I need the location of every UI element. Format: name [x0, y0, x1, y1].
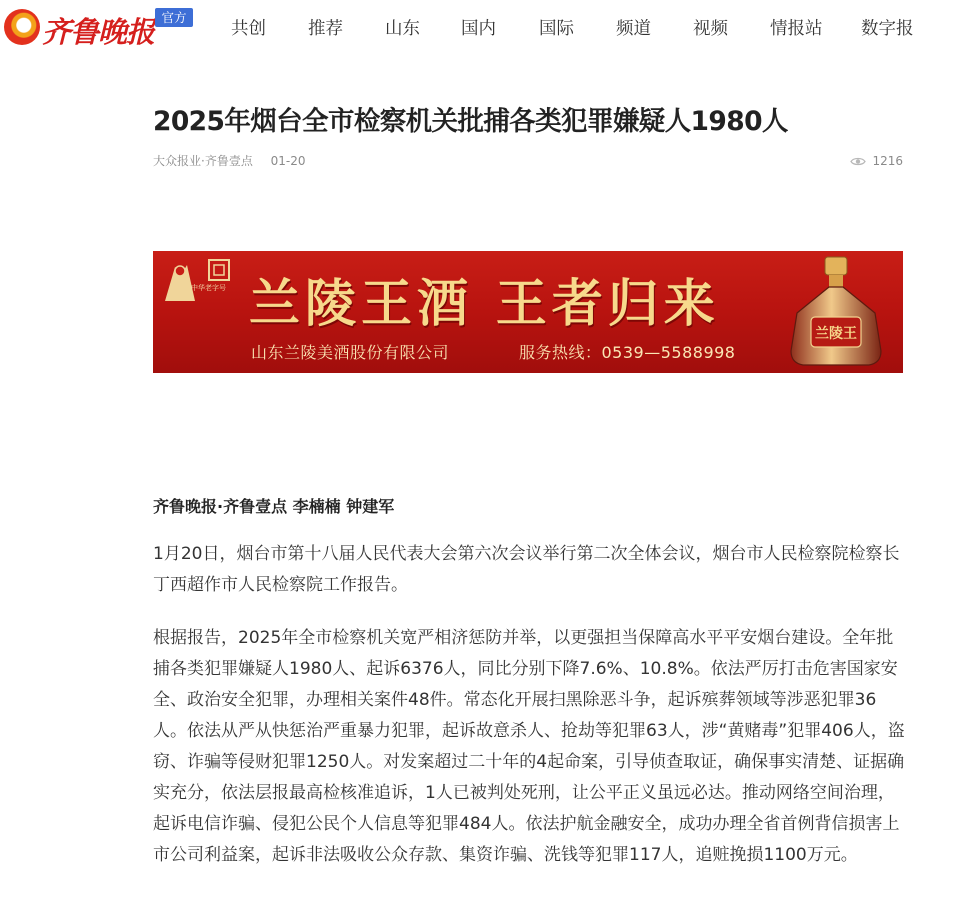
article-meta	[153, 153, 306, 169]
view-count	[850, 153, 903, 169]
nav-item-recommend[interactable]: 推荐	[308, 19, 343, 39]
view-count-value: 1216	[872, 154, 903, 168]
ad-hotline: 服务热线：0539—5588998	[519, 343, 736, 362]
logo-emblem-icon	[4, 9, 40, 45]
bottle-label: 兰陵王	[815, 326, 857, 342]
article-date: 01-20	[270, 154, 306, 168]
nav-item-gongchuang[interactable]: 共创	[231, 19, 266, 39]
brand-emblem-icon	[161, 257, 249, 307]
ad-company: 山东兰陵美酒股份有限公司	[251, 343, 450, 362]
ad-slogan: 兰陵王酒 王者归来	[249, 274, 720, 334]
eye-icon	[850, 156, 866, 167]
article-byline: 齐鲁晚报·齐鲁壹点 李楠楠 钟建军	[153, 497, 395, 516]
nav-item-video[interactable]: 视频	[693, 19, 728, 39]
nav-item-intel-station[interactable]: 情报站	[770, 19, 823, 39]
bottle-image	[783, 255, 889, 369]
article-source[interactable]: 大众报业·齐鲁壹点	[153, 154, 253, 168]
nav-item-domestic[interactable]: 国内	[461, 19, 496, 39]
brand-small-text: 中华老字号	[191, 284, 226, 292]
article-paragraph: 1月20日，烟台市第十八届人民代表大会第六次会议举行第二次全体会议，烟台市人民检察院检察长丁西超作市人民检察院工作报告。	[153, 544, 900, 595]
official-badge: 官方	[155, 8, 193, 27]
nav-item-digital-paper[interactable]: 数字报	[861, 19, 914, 39]
advertisement-banner[interactable]	[153, 251, 903, 373]
nav-item-shandong[interactable]: 山东	[385, 19, 420, 39]
article-paragraph: 根据报告，2025年全市检察机关宽严相济惩防并举，以更强担当保障高水平平安烟台建设。全年批捕各类犯罪嫌疑人1980人、起诉6376人，同比分别下降7.6%、10.8%。依法严厉打击危害国家安全、政治安全犯罪，办理相关案件48件。常态化开展扫黑除恶斗争，起诉殡葬领域等涉恶犯罪36人。依法从严从快惩治严重暴力犯罪，起诉故意杀人、抢劫等犯罪63人，涉“黄赌毒”犯罪406人，盗窃、诈骗等侵财犯罪1250人。对发案超过二十年的4起命案，引导侦查取证，确保事实清楚、证据确实充分，依法层报最高检核准追诉，1人已被判处死刑，让公平正义虽远必达。推动网络空间治理，起诉电信诈骗、侵犯公民个人信息等犯罪484人。依法护航金融安全，成功办理全省首例背信损害上市公司利益案，起诉非法吸收公众存款、集资诈骗、洗钱等犯罪117人，追赃挽损1100万元。	[153, 628, 905, 865]
site-logo[interactable]	[4, 8, 156, 49]
nav-item-channels[interactable]: 频道	[616, 19, 651, 39]
top-navigation-bar	[0, 0, 955, 58]
logo-text: 齐鲁晚报	[42, 15, 155, 49]
nav-item-international[interactable]: 国际	[539, 19, 574, 39]
article-title: 2025年烟台全市检察机关批捕各类犯罪嫌疑人1980人	[153, 106, 788, 137]
